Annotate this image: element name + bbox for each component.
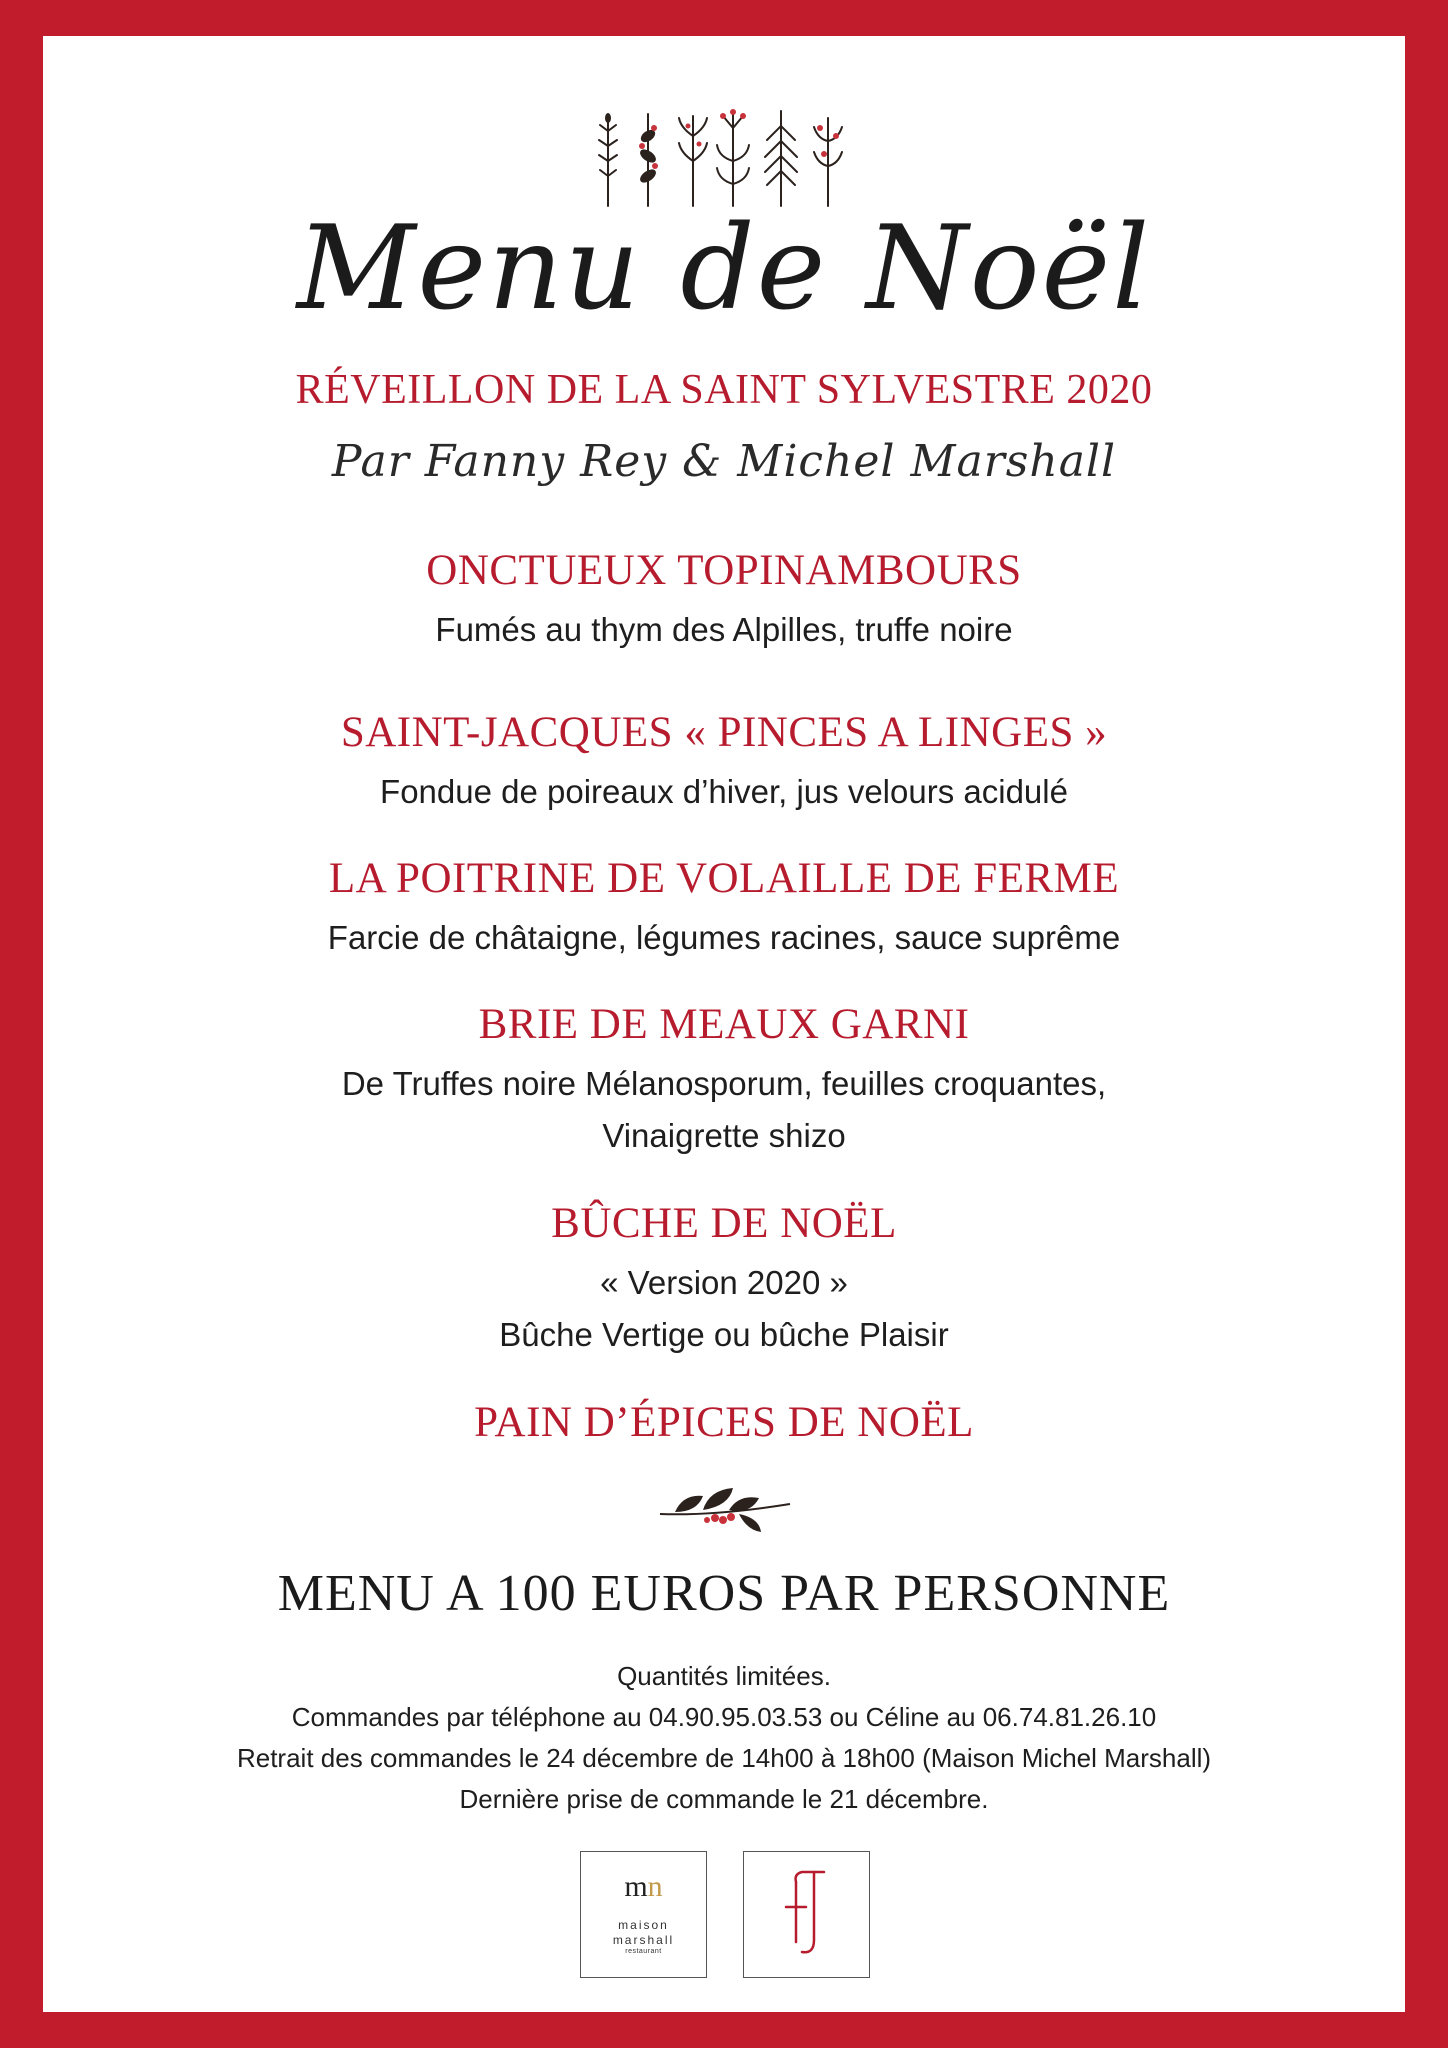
course-description: De Truffes noire Mélanosporum, feuilles croquantes, <box>341 1065 1107 1102</box>
info-line: Retrait des commandes le 24 décembre de 14h00 à 18h00 (Maison Michel Marshall) <box>236 1743 1212 1773</box>
chef-byline: Par Fanny Rey & Michel Marshall <box>331 436 1117 487</box>
course-title: SAINT-JACQUES « PINCES A LINGES » <box>340 709 1108 756</box>
logo-text-maison: maison <box>618 1918 669 1932</box>
course-description: « Version 2020 » <box>600 1264 848 1301</box>
info-line: Quantités limitées. <box>617 1661 831 1691</box>
price-statement: MENU A 100 EUROS PAR PERSONNE <box>277 1565 1171 1622</box>
info-line: Commandes par téléphone au 04.90.95.03.53 ou Céline au 06.74.81.26.10 <box>291 1702 1157 1732</box>
info-line: Dernière prise de commande le 21 décembre. <box>459 1784 989 1814</box>
logo-text-marshall: marshall <box>612 1933 675 1947</box>
course-title: BÛCHE DE NOËL <box>551 1200 897 1247</box>
mm-monogram: mn <box>624 1870 663 1903</box>
course-title: ONCTUEUX TOPINAMBOURS <box>426 547 1022 594</box>
course-title: PAIN D’ÉPICES DE NOËL <box>474 1399 974 1446</box>
order-info <box>43 1656 1405 1820</box>
course-description: Fondue de poireaux d’hiver, jus velours acidulé <box>380 773 1068 810</box>
fj-monogram-icon <box>743 1851 870 1978</box>
menu-card <box>43 36 1405 2012</box>
holly-divider-icon <box>655 1476 795 1536</box>
maison-marshall-logo <box>580 1851 707 1978</box>
course-title: BRIE DE MEAUX GARNI <box>478 1001 970 1048</box>
course-description: Farcie de châtaigne, légumes racines, sauce suprême <box>327 919 1121 956</box>
menu-title: Menu de Noël <box>296 201 1152 336</box>
course-description: Bûche Vertige ou bûche Plaisir <box>499 1316 949 1353</box>
course-description: Fumés au thym des Alpilles, truffe noire <box>435 611 1013 648</box>
course-title: LA POITRINE DE VOLAILLE DE FERME <box>328 855 1120 902</box>
event-subtitle: RÉVEILLON DE LA SAINT SYLVESTRE 2020 <box>295 367 1153 413</box>
winter-sprigs-icon <box>588 106 878 216</box>
logo-text-restaurant: restaurant <box>625 1948 662 1955</box>
course-description: Vinaigrette shizo <box>602 1117 846 1154</box>
